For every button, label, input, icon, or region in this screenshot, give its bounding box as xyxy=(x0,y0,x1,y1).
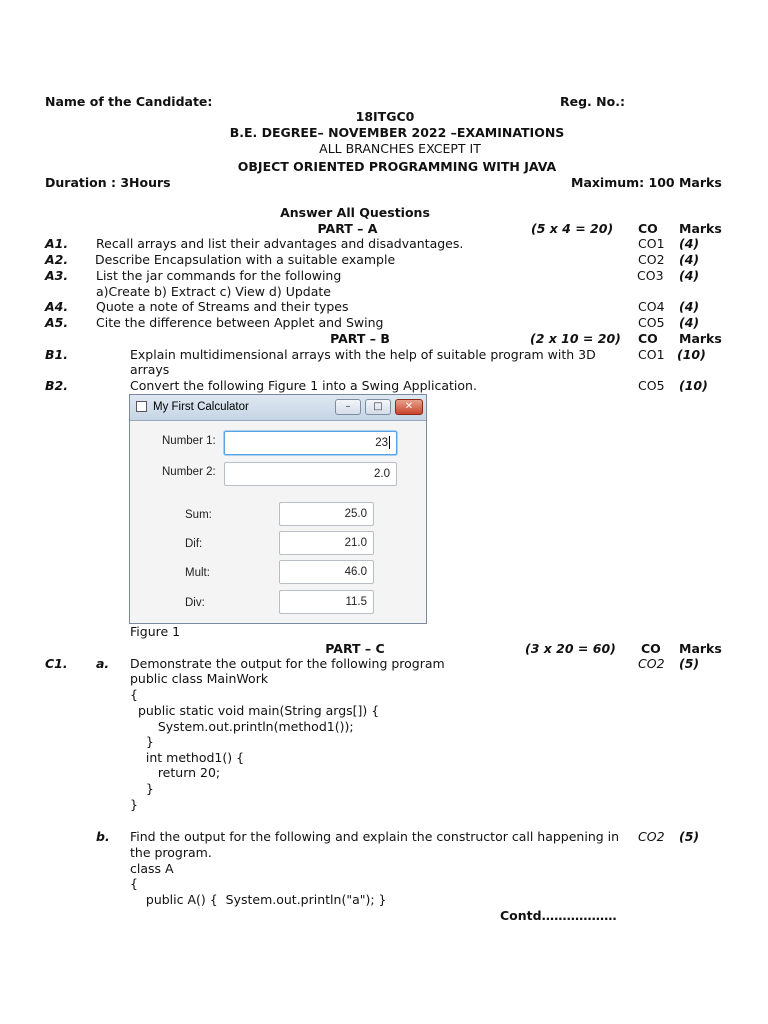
question-subtext: arrays xyxy=(130,362,170,377)
minimize-icon: – xyxy=(345,401,351,412)
sum-label: Sum: xyxy=(185,509,212,521)
mult-label: Mult: xyxy=(185,567,210,579)
question-number: B1. xyxy=(45,347,68,362)
code-line: } xyxy=(130,797,138,812)
number2-input[interactable]: 2.0 xyxy=(224,462,397,486)
course-code: 18ITGC0 xyxy=(355,109,415,124)
sum-field[interactable]: 25.0 xyxy=(279,502,374,526)
code-line: public static void main(String args[]) { xyxy=(130,703,380,718)
question-marks: (5) xyxy=(679,829,700,844)
question-co: CO1 xyxy=(638,236,665,251)
co-header: CO xyxy=(638,221,658,236)
dif-label: Dif: xyxy=(185,538,203,550)
window-title: My First Calculator xyxy=(153,401,249,413)
exam-title: B.E. DEGREE– NOVEMBER 2022 –EXAMINATIONS xyxy=(229,125,565,140)
code-line: public A() { System.out.println("a"); } xyxy=(130,892,387,907)
subquestion-label: b. xyxy=(96,829,110,844)
co-header: CO xyxy=(641,641,661,656)
question-marks: (10) xyxy=(679,378,708,393)
maximize-icon: □ xyxy=(373,401,383,412)
question-marks: (4) xyxy=(679,315,700,330)
part-c-marks-formula: (3 x 20 = 60) xyxy=(525,641,616,656)
part-a-title: PART – A xyxy=(317,221,378,236)
question-co: CO5 xyxy=(638,315,665,330)
question-marks: (4) xyxy=(679,252,700,267)
question-subtext: the program. xyxy=(130,845,212,860)
duration: Duration : 3Hours xyxy=(45,175,171,190)
question-number: A4. xyxy=(45,299,69,314)
question-number: A3. xyxy=(45,268,69,283)
close-icon: ✕ xyxy=(404,401,414,412)
code-line: { xyxy=(130,687,138,702)
number1-input[interactable]: 23 xyxy=(224,431,397,455)
close-button[interactable] xyxy=(395,399,423,415)
figure-caption: Figure 1 xyxy=(130,624,181,639)
minimize-button[interactable] xyxy=(335,399,361,415)
question-text: Find the output for the following and explain the constructor call happening in xyxy=(130,829,620,844)
part-b-title: PART – B xyxy=(330,331,390,346)
code-line: class A xyxy=(130,861,174,876)
co-header: CO xyxy=(638,331,658,346)
reg-no-label: Reg. No.: xyxy=(560,94,625,109)
question-number: A5. xyxy=(45,315,69,330)
calculator-figure xyxy=(129,394,427,624)
question-co: CO2 xyxy=(638,829,665,844)
number2-label: Number 2: xyxy=(162,466,216,478)
code-line: int method1() { xyxy=(130,750,245,765)
div-label: Div: xyxy=(185,597,205,609)
continued-marker: Contd……………… xyxy=(500,908,617,923)
question-co: CO1 xyxy=(638,347,665,362)
mult-field[interactable]: 46.0 xyxy=(279,560,374,584)
question-co: CO4 xyxy=(638,299,665,314)
dif-field[interactable]: 21.0 xyxy=(279,531,374,555)
question-text: Cite the difference between Applet and Swing xyxy=(96,315,384,330)
question-text: Quote a note of Streams and their types xyxy=(96,299,349,314)
question-co: CO2 xyxy=(638,656,665,671)
maximize-button[interactable] xyxy=(365,399,391,415)
question-number: A1. xyxy=(45,236,69,251)
question-text: Recall arrays and list their advantages and disadvantages. xyxy=(96,236,464,251)
subquestion-label: a. xyxy=(96,656,110,671)
question-marks: (4) xyxy=(679,268,700,283)
marks-header: Marks xyxy=(679,641,722,656)
answer-all-instruction: Answer All Questions xyxy=(280,205,430,220)
question-subtext: a)Create b) Extract c) View d) Update xyxy=(96,284,331,299)
question-text: Demonstrate the output for the following program xyxy=(130,656,445,671)
question-text: Explain multidimensional arrays with the help of suitable program with 3D xyxy=(130,347,596,362)
window-app-icon xyxy=(136,401,147,412)
branches-line: ALL BRANCHES EXCEPT IT xyxy=(319,141,481,156)
question-co: CO3 xyxy=(637,268,664,283)
code-line: } xyxy=(130,781,154,796)
question-number: A2. xyxy=(45,252,69,267)
question-marks: (10) xyxy=(677,347,706,362)
part-b-marks-formula: (2 x 10 = 20) xyxy=(530,331,621,346)
div-field[interactable]: 11.5 xyxy=(279,590,374,614)
question-marks: (4) xyxy=(679,299,700,314)
code-line: System.out.println(method1()); xyxy=(130,719,354,734)
part-a-marks-formula: (5 x 4 = 20) xyxy=(531,221,614,236)
question-text: Convert the following Figure 1 into a Swing Application. xyxy=(130,378,477,393)
candidate-name-label: Name of the Candidate: xyxy=(45,94,213,109)
maximum-marks: Maximum: 100 Marks xyxy=(571,175,722,190)
subject-title: OBJECT ORIENTED PROGRAMMING WITH JAVA xyxy=(237,159,557,174)
marks-header: Marks xyxy=(679,221,722,236)
part-c-title: PART – C xyxy=(325,641,385,656)
question-number: B2. xyxy=(45,378,68,393)
question-co: CO2 xyxy=(638,252,665,267)
question-marks: (4) xyxy=(679,236,700,251)
window-titlebar xyxy=(130,395,426,421)
question-text: Describe Encapsulation with a suitable example xyxy=(95,252,396,267)
code-line: return 20; xyxy=(130,765,221,780)
code-line: } xyxy=(130,734,154,749)
question-text: List the jar commands for the following xyxy=(96,268,342,283)
question-co: CO5 xyxy=(638,378,665,393)
code-line: public class MainWork xyxy=(130,671,269,686)
marks-header: Marks xyxy=(679,331,722,346)
question-number: C1. xyxy=(45,656,68,671)
question-marks: (5) xyxy=(679,656,700,671)
number1-label: Number 1: xyxy=(162,435,216,447)
code-line: { xyxy=(130,876,138,891)
